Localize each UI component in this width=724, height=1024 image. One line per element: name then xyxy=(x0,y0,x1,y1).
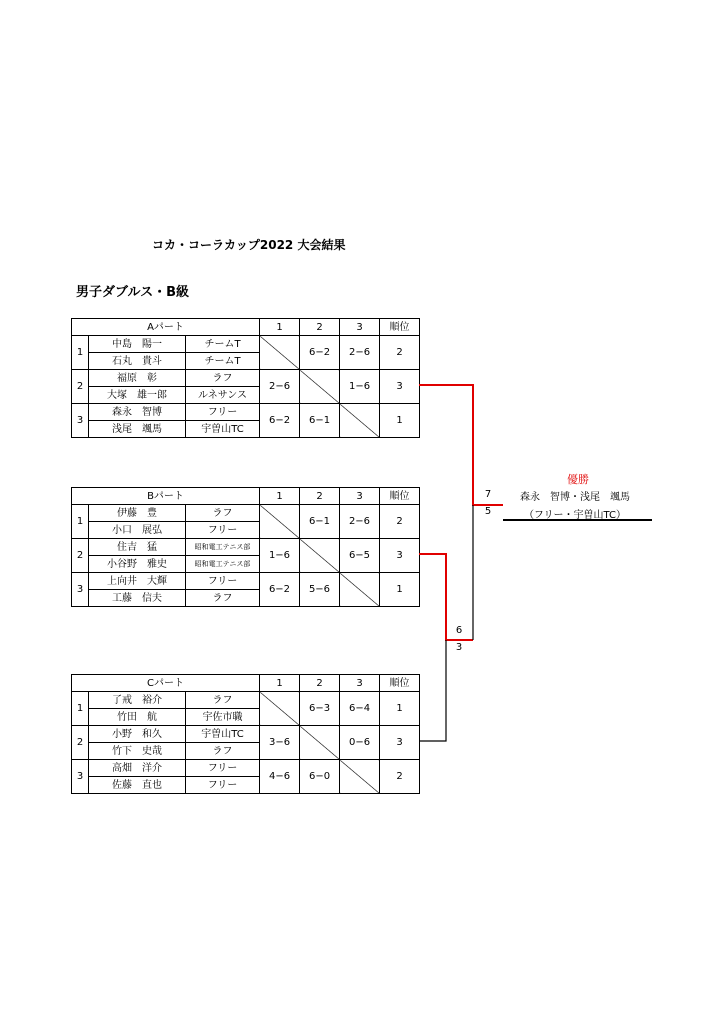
team-rank: 2 xyxy=(380,505,420,539)
column-header: 1 xyxy=(260,675,300,692)
player-name: 森永 智博 xyxy=(89,404,186,421)
match-result: 6−0 xyxy=(300,760,340,794)
team-rank: 3 xyxy=(380,370,420,404)
match-result: 6−1 xyxy=(300,404,340,438)
column-header: 2 xyxy=(300,488,340,505)
team-number: 2 xyxy=(72,726,89,760)
match-result: 2−6 xyxy=(340,336,380,370)
player-club: ラフ xyxy=(186,505,260,522)
player-club: 昭和電工テニス部 xyxy=(186,539,260,556)
match-result: 4−6 xyxy=(260,760,300,794)
team-number: 2 xyxy=(72,539,89,573)
column-header: 順位 xyxy=(380,675,420,692)
player-name: 上向井 大輝 xyxy=(89,573,186,590)
player-club: フリー xyxy=(186,404,260,421)
semi-score-top: 6 xyxy=(455,625,463,636)
match-result: 6−2 xyxy=(260,404,300,438)
player-name: 竹田 航 xyxy=(89,709,186,726)
block-name: Aパート xyxy=(72,319,260,336)
bracket-line-c xyxy=(419,640,446,741)
event-subtitle: 男子ダブルス・B級 xyxy=(76,285,189,300)
column-header: 1 xyxy=(260,319,300,336)
player-name: 佐藤 直也 xyxy=(89,777,186,794)
self-match-cell xyxy=(300,370,340,404)
match-result: 1−6 xyxy=(340,370,380,404)
player-club: フリー xyxy=(186,522,260,539)
player-club: 宇佐市職 xyxy=(186,709,260,726)
team-number: 1 xyxy=(72,505,89,539)
block-name: Bパート xyxy=(72,488,260,505)
player-club: ルネサンス xyxy=(186,387,260,404)
match-result: 0−6 xyxy=(340,726,380,760)
player-club: ラフ xyxy=(186,692,260,709)
column-header: 2 xyxy=(300,675,340,692)
match-result: 6−4 xyxy=(340,692,380,726)
player-name: 了戒 裕介 xyxy=(89,692,186,709)
team-rank: 2 xyxy=(380,336,420,370)
player-club: ラフ xyxy=(186,370,260,387)
page-title: コカ・コーラカップ2022 大会結果 xyxy=(152,238,346,252)
player-club: フリー xyxy=(186,760,260,777)
match-result: 6−2 xyxy=(300,336,340,370)
player-club: ラフ xyxy=(186,590,260,607)
match-result: 6−2 xyxy=(260,573,300,607)
league-table xyxy=(71,674,420,794)
team-number: 1 xyxy=(72,336,89,370)
self-match-cell xyxy=(340,573,380,607)
player-name: 小野 和久 xyxy=(89,726,186,743)
team-number: 3 xyxy=(72,404,89,438)
column-header: 3 xyxy=(340,319,380,336)
player-club: チームT xyxy=(186,353,260,370)
self-match-cell xyxy=(340,760,380,794)
winner-team: （フリー・宇曽山TC） xyxy=(523,510,627,521)
player-name: 福原 彰 xyxy=(89,370,186,387)
league-table xyxy=(71,487,420,607)
match-result: 6−1 xyxy=(300,505,340,539)
match-result: 2−6 xyxy=(340,505,380,539)
player-name: 高畑 洋介 xyxy=(89,760,186,777)
player-name: 石丸 貴斗 xyxy=(89,353,186,370)
self-match-cell xyxy=(260,336,300,370)
self-match-cell xyxy=(300,539,340,573)
player-club: 昭和電工テニス部 xyxy=(186,556,260,573)
player-club: チームT xyxy=(186,336,260,353)
match-result: 3−6 xyxy=(260,726,300,760)
team-number: 3 xyxy=(72,573,89,607)
self-match-cell xyxy=(260,692,300,726)
player-name: 中島 陽一 xyxy=(89,336,186,353)
self-match-cell xyxy=(300,726,340,760)
team-rank: 3 xyxy=(380,726,420,760)
player-name: 浅尾 颯馬 xyxy=(89,421,186,438)
match-result: 6−5 xyxy=(340,539,380,573)
column-header: 順位 xyxy=(380,488,420,505)
player-name: 小谷野 雅史 xyxy=(89,556,186,573)
team-number: 3 xyxy=(72,760,89,794)
player-club: 宇曽山TC xyxy=(186,421,260,438)
player-name: 伊藤 豊 xyxy=(89,505,186,522)
bracket-line-a xyxy=(419,385,503,505)
team-rank: 2 xyxy=(380,760,420,794)
team-number: 2 xyxy=(72,370,89,404)
team-rank: 3 xyxy=(380,539,420,573)
self-match-cell xyxy=(340,404,380,438)
player-name: 小口 展弘 xyxy=(89,522,186,539)
team-number: 1 xyxy=(72,692,89,726)
player-name: 大塚 雄一郎 xyxy=(89,387,186,404)
block-name: Cパート xyxy=(72,675,260,692)
match-result: 5−6 xyxy=(300,573,340,607)
match-result: 2−6 xyxy=(260,370,300,404)
winner-label: 優勝 xyxy=(567,473,589,486)
player-club: フリー xyxy=(186,777,260,794)
column-header: 順位 xyxy=(380,319,420,336)
league-table xyxy=(71,318,420,438)
final-score-bottom: 5 xyxy=(484,506,492,517)
column-header: 2 xyxy=(300,319,340,336)
team-rank: 1 xyxy=(380,692,420,726)
player-club: 宇曽山TC xyxy=(186,726,260,743)
team-rank: 1 xyxy=(380,404,420,438)
winner-names: 森永 智博・浅尾 颯馬 xyxy=(520,492,630,503)
column-header: 1 xyxy=(260,488,300,505)
player-club: フリー xyxy=(186,573,260,590)
player-name: 竹下 史哉 xyxy=(89,743,186,760)
final-score-top: 7 xyxy=(484,489,492,500)
match-result: 6−3 xyxy=(300,692,340,726)
player-club: ラフ xyxy=(186,743,260,760)
match-result: 1−6 xyxy=(260,539,300,573)
column-header: 3 xyxy=(340,675,380,692)
player-name: 住吉 猛 xyxy=(89,539,186,556)
column-header: 3 xyxy=(340,488,380,505)
team-rank: 1 xyxy=(380,573,420,607)
self-match-cell xyxy=(260,505,300,539)
semi-score-bottom: 3 xyxy=(455,642,463,653)
player-name: 工藤 信夫 xyxy=(89,590,186,607)
